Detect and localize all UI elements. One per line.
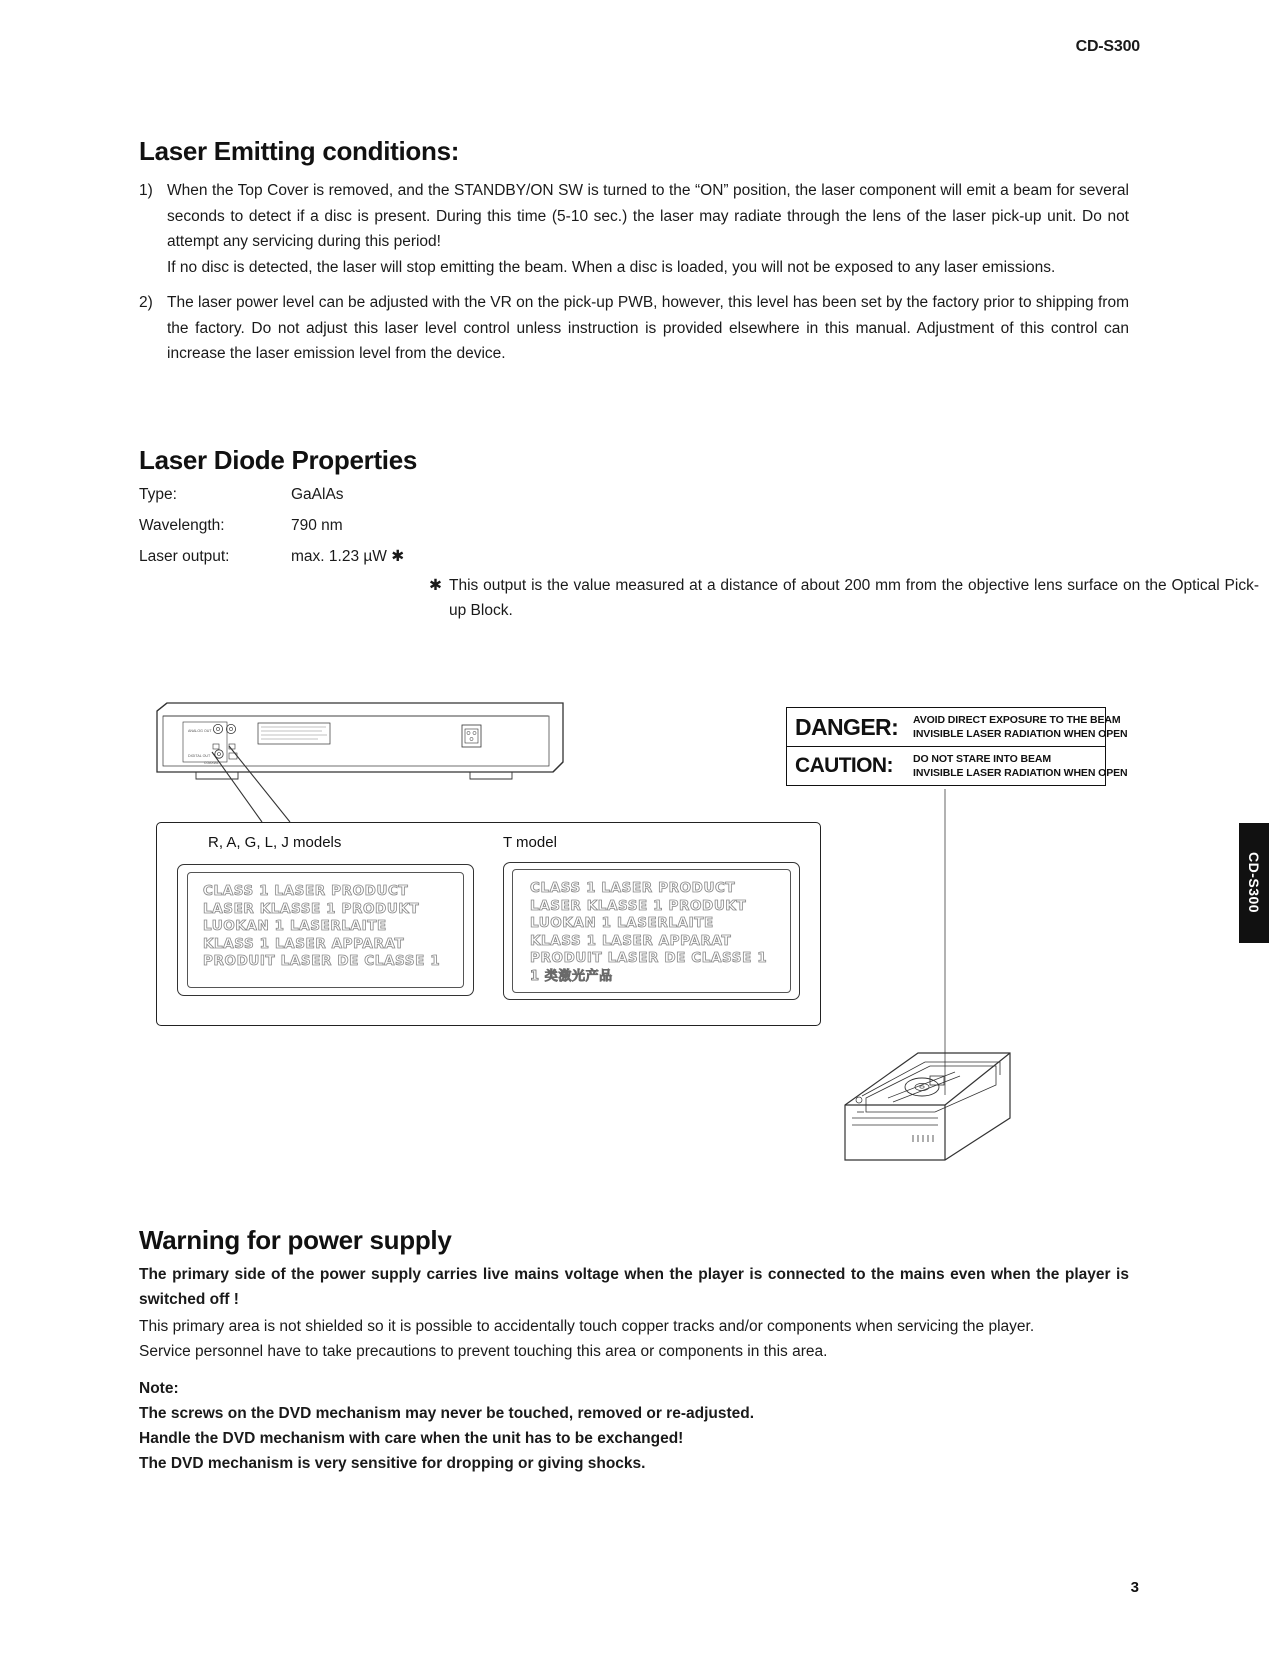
label-line: CLASS 1 LASER PRODUCT: [203, 883, 409, 899]
heading-warning-power-supply: Warning for power supply: [139, 1225, 452, 1255]
warning-text-danger: [911, 708, 1131, 746]
property-label: Laser output:: [139, 548, 230, 565]
class1-label-right-text: [530, 880, 767, 968]
property-value: 790 nm: [291, 517, 343, 534]
label-line: KLASS 1 LASER APPARAT: [203, 935, 405, 952]
svg-text:ANALOG OUT: ANALOG OUT: [188, 729, 212, 733]
class1-label-left-text: [203, 883, 440, 971]
paragraph: Handle the DVD mechanism with care when the unit has to be exchanged!: [139, 1430, 684, 1447]
paragraph: If no disc is detected, the laser will stop emitting the beam. When a disc is loaded, you will not be exposed to any laser emissions.: [167, 258, 1056, 276]
warning-line: AVOID DIRECT EXPOSURE TO THE BEAM: [913, 714, 1121, 726]
list-item: [139, 290, 1129, 367]
laser-diode-properties-table: [139, 484, 1129, 577]
paragraph: This primary area is not shielded so it is possible to accidentally touch copper tracks and/or components when servicing the player.: [139, 1318, 1035, 1335]
property-label: Wavelength:: [139, 517, 225, 534]
property-label: Type:: [139, 486, 177, 503]
warning-row-caution: [787, 747, 1128, 785]
side-tab-model: [1239, 823, 1269, 943]
class1-label-right-cjk: 1 类激光产品: [530, 969, 613, 984]
label-line: CLASS 1 LASER PRODUCT: [530, 880, 736, 896]
laser-diode-footnote: [429, 573, 1259, 623]
property-value: GaAlAs: [291, 486, 344, 503]
property-row: [139, 515, 1129, 537]
rear-panel-illustration: [157, 703, 563, 779]
leader-lines: [212, 746, 290, 822]
label-line: LASER KLASSE 1 PRODUKT: [530, 897, 747, 914]
paragraph: The laser power level can be adjusted with the VR on the pick-up PWB, however, this level has been set by the factory prior to shipping from the factory. Do not adjust this laser level control unless instruction is provided elsewhere in this manual. Adjustment of this control can increase the laser emission level from the device.: [167, 294, 1129, 362]
heading-laser-emitting: Laser Emitting conditions:: [139, 136, 460, 166]
list-item-body: [167, 290, 1129, 367]
model-label-caption-left: R, A, G, L, J models: [208, 834, 342, 851]
label-line: LUOKAN 1 LASERLAITE: [530, 915, 714, 932]
page-header-model: CD-S300: [1075, 38, 1140, 55]
paragraph: Service personnel have to take precautions to prevent touching this area or components in this area.: [139, 1343, 828, 1360]
paragraph: The screws on the DVD mechanism may never be touched, removed or re-adjusted.: [139, 1405, 755, 1422]
label-line: LASER KLASSE 1 PRODUKT: [203, 900, 420, 917]
property-row: [139, 546, 1129, 568]
warning-power-supply-body: [139, 1262, 1129, 1476]
warning-row-danger: [787, 708, 1128, 747]
label-line: PRODUIT LASER DE CLASSE 1: [530, 950, 768, 967]
warning-line: DO NOT STARE INTO BEAM: [913, 753, 1051, 765]
warning-line: INVISIBLE LASER RADIATION WHEN OPEN: [913, 767, 1128, 779]
page-number: 3: [1130, 1579, 1139, 1596]
list-item: [139, 178, 1129, 280]
footnote-text: This output is the value measured at a distance of about 200 mm from the objective lens surface on the Optical Pick-up Block.: [449, 577, 1259, 619]
heading-laser-diode-properties: Laser Diode Properties: [139, 445, 418, 475]
paragraph: The DVD mechanism is very sensitive for dropping or giving shocks.: [139, 1455, 646, 1472]
model-label-caption-right: T model: [503, 834, 557, 851]
list-item-body: [167, 178, 1129, 280]
footnote-marker: ✱: [429, 577, 442, 594]
paragraph: Note:: [139, 1380, 179, 1397]
paragraph: The primary side of the power supply carries live mains voltage when the player is connected to the mains even when the player is switched off !: [139, 1266, 1129, 1308]
label-line: PRODUIT LASER DE CLASSE 1: [203, 953, 441, 970]
warning-line: INVISIBLE LASER RADIATION WHEN OPEN: [913, 728, 1128, 740]
laser-warning-label: [786, 707, 1128, 786]
laser-emitting-list: [139, 178, 1129, 370]
list-item-number: 1): [139, 182, 153, 199]
property-row: [139, 484, 1129, 506]
warning-word-danger: DANGER:: [795, 713, 899, 740]
label-line: LUOKAN 1 LASERLAITE: [203, 918, 387, 935]
side-tab-label: CD-S300: [1246, 852, 1262, 914]
warning-text-caution: [911, 747, 1131, 785]
paragraph: When the Top Cover is removed, and the STANDBY/ON SW is turned to the “ON” position, the laser component will emit a beam for several seconds to detect if a disc is present. During this time (5-10 sec.) the laser may radiate through the lens of the laser pick-up unit. Do not attempt any servicing during this period!: [167, 182, 1129, 250]
svg-text:DIGITAL OUT: DIGITAL OUT: [188, 754, 211, 758]
list-item-number: 2): [139, 294, 153, 311]
drive-mechanism-illustration: [845, 1053, 1010, 1160]
label-line: KLASS 1 LASER APPARAT: [530, 932, 732, 949]
property-value: max. 1.23 µW ✱: [291, 548, 405, 565]
warning-word-caution: CAUTION:: [795, 754, 893, 777]
rear-panel-silkscreen: [188, 729, 219, 765]
svg-text:COAXIAL: COAXIAL: [204, 761, 219, 765]
